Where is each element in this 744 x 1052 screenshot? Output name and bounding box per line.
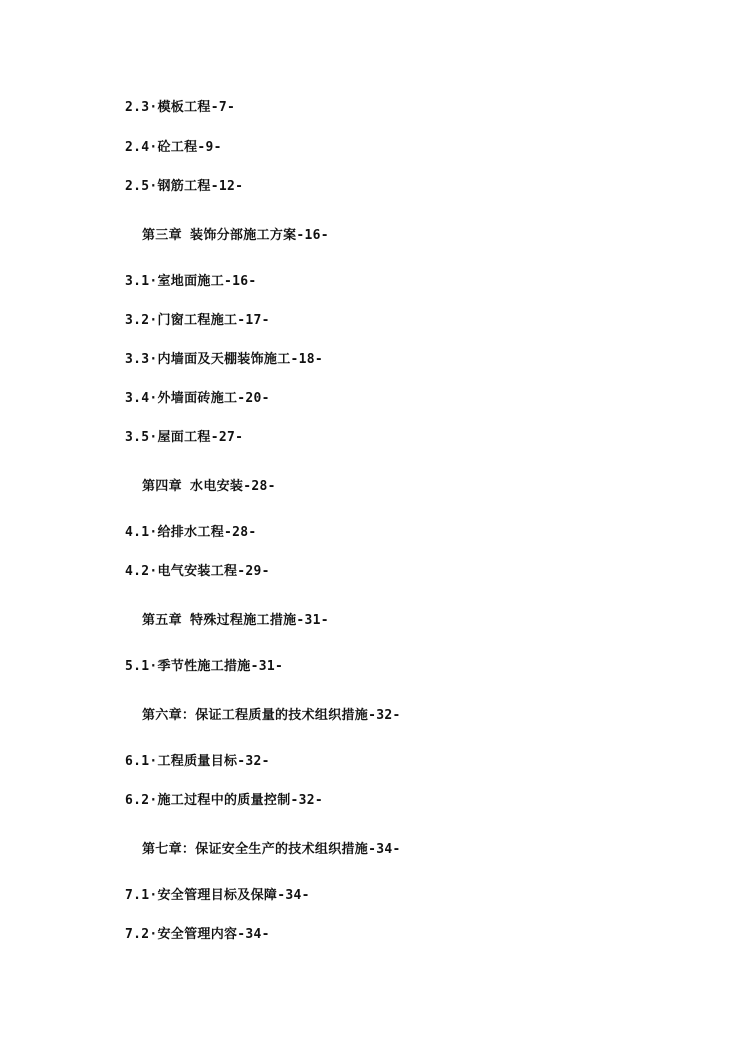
toc-section-3-2: 3.2·门窗工程施工-17- [125, 313, 270, 328]
toc-chapter-6: 第六章：保证工程质量的技术组织措施-32- [142, 708, 401, 723]
toc-section-3-1: 3.1·室地面施工-16- [125, 274, 257, 289]
toc-section-4-1: 4.1·给排水工程-28- [125, 525, 257, 540]
toc-section-2-5: 2.5·钢筋工程-12- [125, 179, 244, 194]
toc-section-7-2: 7.2·安全管理内容-34- [125, 927, 270, 942]
toc-chapter-3: 第三章 装饰分部施工方案-16- [142, 228, 329, 243]
toc-section-2-3: 2.3·模板工程-7- [125, 100, 236, 115]
toc-section-7-1: 7.1·安全管理目标及保障-34- [125, 888, 310, 903]
toc-chapter-7: 第七章：保证安全生产的技术组织措施-34- [142, 842, 401, 857]
toc-section-5-1: 5.1·季节性施工措施-31- [125, 659, 284, 674]
toc-section-2-4: 2.4·砼工程-9- [125, 140, 222, 155]
toc-section-3-5: 3.5·屋面工程-27- [125, 430, 244, 445]
toc-section-3-4: 3.4·外墙面砖施工-20- [125, 391, 270, 406]
toc-section-3-3: 3.3·内墙面及天棚装饰施工-18- [125, 352, 324, 367]
toc-section-4-2: 4.2·电气安装工程-29- [125, 564, 270, 579]
toc-section-6-2: 6.2·施工过程中的质量控制-32- [125, 793, 324, 808]
toc-chapter-5: 第五章 特殊过程施工措施-31- [142, 613, 329, 628]
toc-chapter-4: 第四章 水电安装-28- [142, 479, 276, 494]
toc-section-6-1: 6.1·工程质量目标-32- [125, 754, 270, 769]
